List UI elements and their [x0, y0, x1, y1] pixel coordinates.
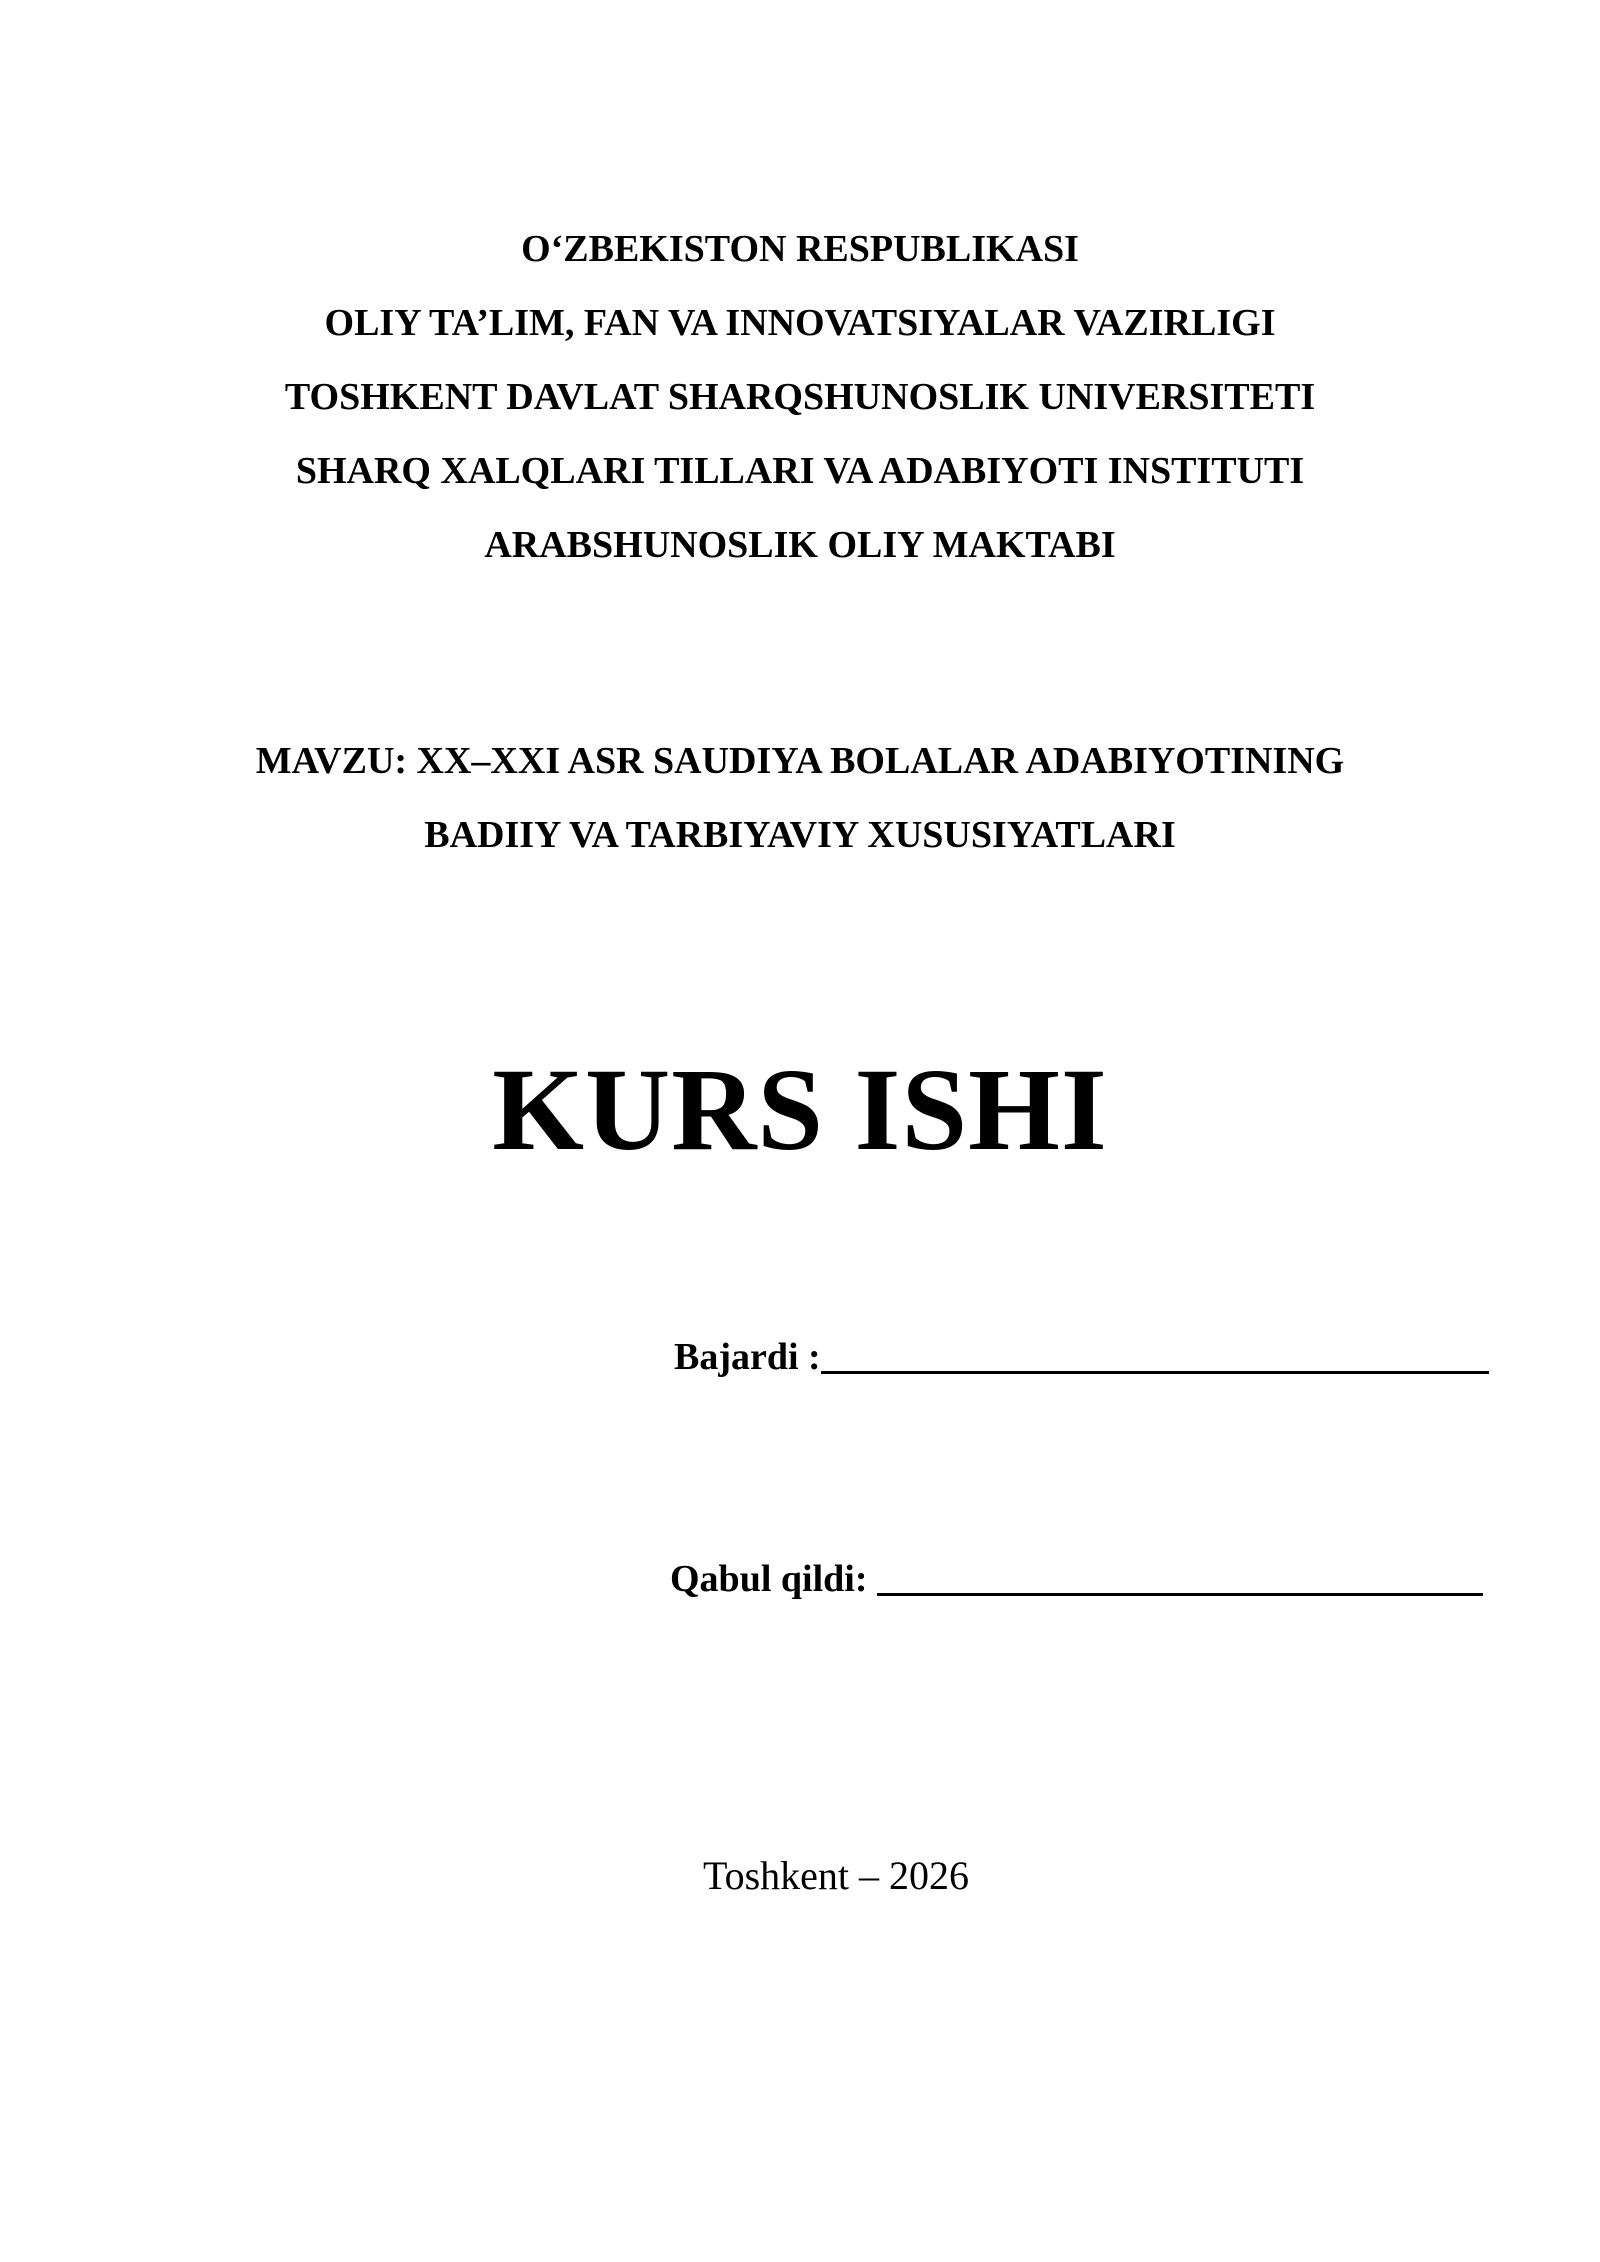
- header-line-school: ARABSHUNOSLIK OLIY MAKTABI: [484, 524, 1116, 566]
- topic-line-1: MAVZU: XX–XXI ASR SAUDIYA BOLALAR ADABIYOTINING: [255, 740, 1345, 782]
- executor-field: [674, 1332, 1489, 1382]
- document-title: KURS ISHI: [492, 1044, 1108, 1175]
- executor-label: Bajardi :: [674, 1336, 821, 1378]
- header-line-ministry: OLIY TA’LIM, FAN VA INNOVATSIYALAR VAZIRLIGI: [324, 302, 1276, 344]
- place-and-year: Toshkent – 2026: [702, 1853, 970, 1898]
- header-line-country: O‘ZBEKISTON RESPUBLIKASI: [521, 228, 1079, 270]
- accepted-blank-line: [877, 1557, 1483, 1596]
- header-line-institute: SHARQ XALQLARI TILLARI VA ADABIYOTI INSTITUTI: [295, 450, 1305, 492]
- topic-line-2: BADIIY VA TARBIYAVIY XUSUSIYATLARI: [424, 814, 1176, 856]
- accepted-field: [670, 1554, 1483, 1604]
- accepted-label: Qabul qildi:: [670, 1558, 868, 1600]
- topic-block: [0, 724, 1600, 872]
- institution-header: [0, 212, 1600, 582]
- header-line-university: TOSHKENT DAVLAT SHARQSHUNOSLIK UNIVERSITETI: [284, 376, 1316, 418]
- executor-blank-line: [821, 1335, 1489, 1374]
